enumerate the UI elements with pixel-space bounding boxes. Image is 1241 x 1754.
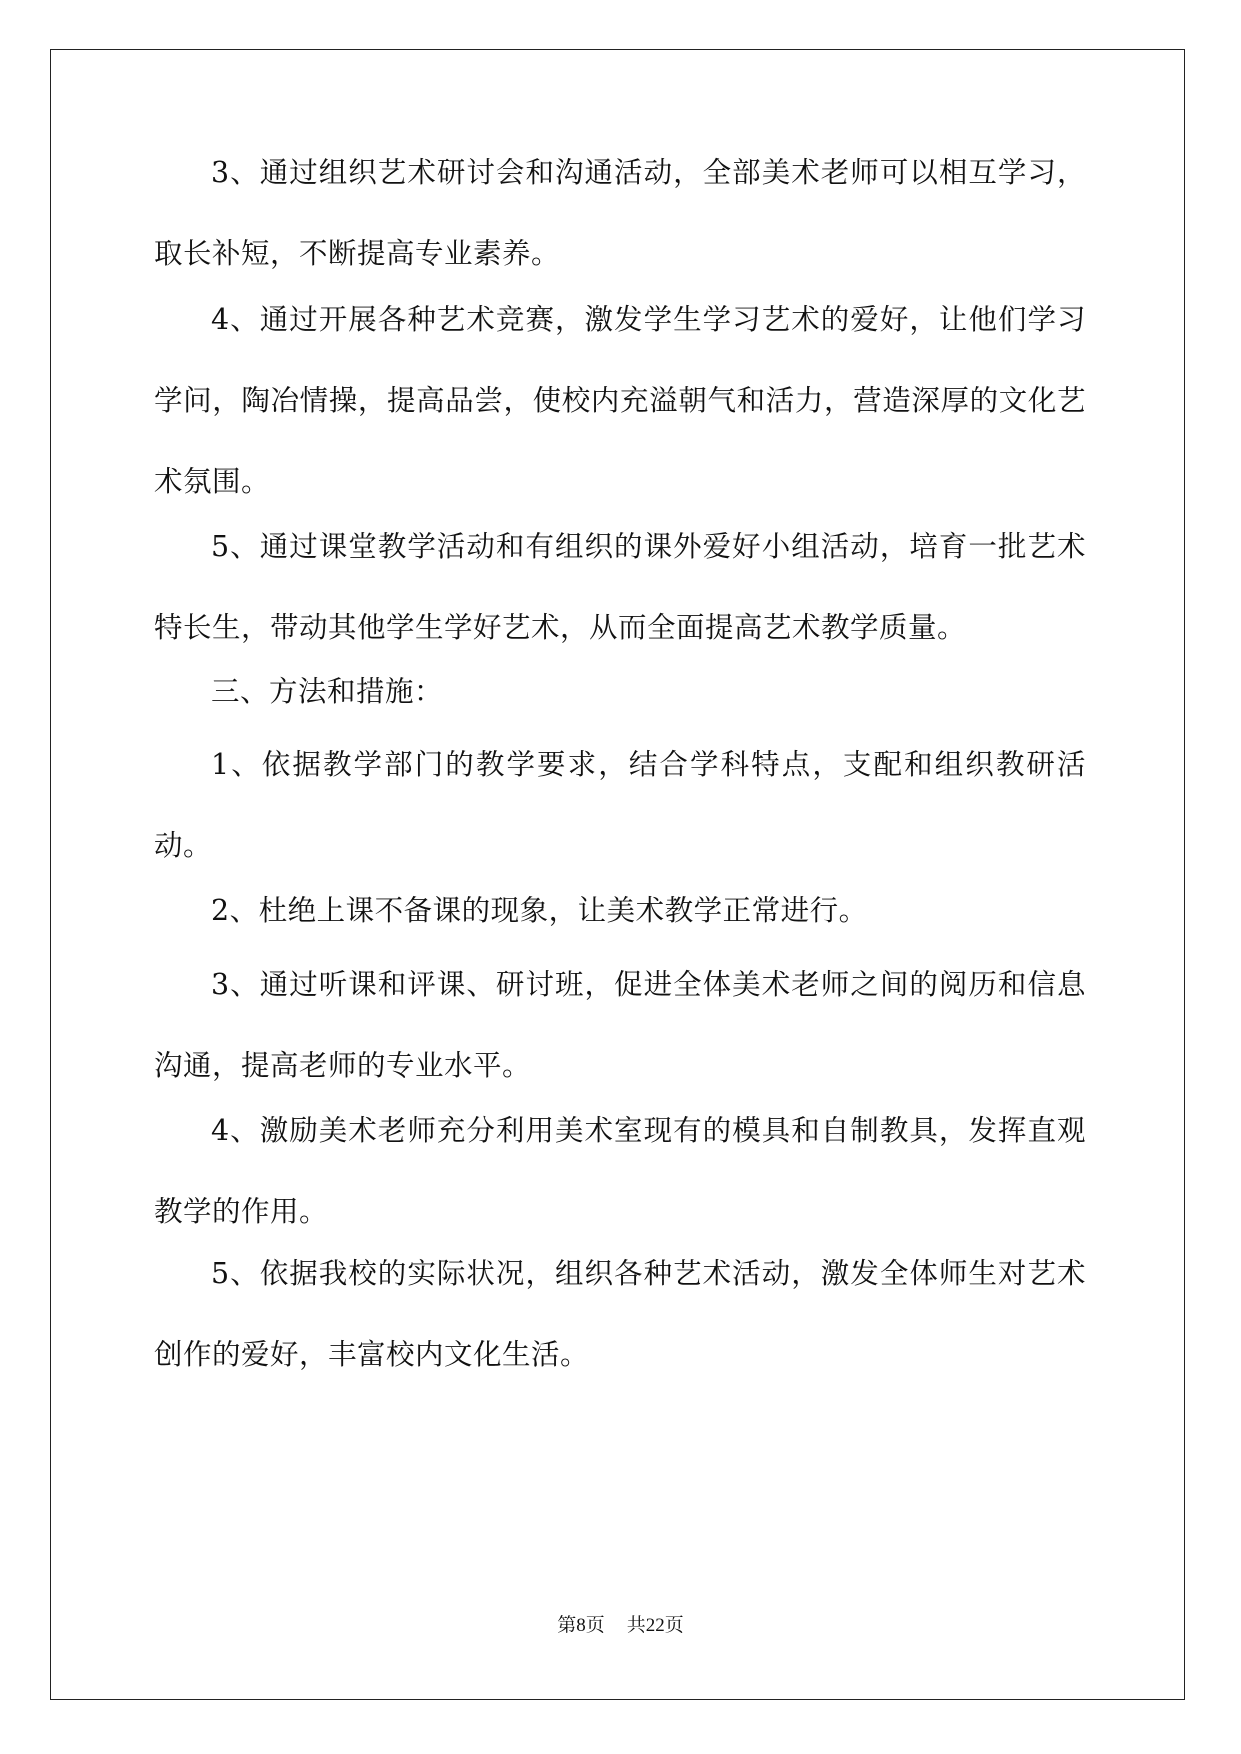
paragraph-goal-3: 3、通过组织艺术研讨会和沟通活动，全部美术老师可以相互学习，取长补短，不断提高专业素养。: [154, 156, 1086, 270]
section-heading-methods: 三、方法和措施：: [211, 675, 444, 708]
paragraph-method-4: 4、激励美术老师充分利用美术室现有的模具和自制教具，发挥直观教学的作用。: [154, 1114, 1086, 1228]
paragraph-goal-5: 5、通过课堂教学活动和有组织的课外爱好小组活动，培育一批艺术特长生，带动其他学生学好艺术，从而全面提高艺术教学质量。: [154, 530, 1086, 644]
paragraph-method-3: 3、通过听课和评课、研讨班，促进全体美术老师之间的阅历和信息沟通，提高老师的专业水平。: [154, 968, 1086, 1082]
page-total: 共22页: [626, 1615, 684, 1636]
paragraph-method-1: 1、依据教学部门的教学要求，结合学科特点，支配和组织教研活动。: [154, 748, 1086, 862]
page-number: 第8页: [557, 1615, 605, 1636]
paragraph-method-5: 5、依据我校的实际状况，组织各种艺术活动，激发全体师生对艺术创作的爱好，丰富校内文化生活。: [154, 1257, 1086, 1371]
paragraph-goal-4: 4、通过开展各种艺术竞赛，激发学生学习艺术的爱好，让他们学习学问，陶冶情操，提高品尝，使校内充溢朝气和活力，营造深厚的文化艺术氛围。: [154, 303, 1086, 498]
page-footer: [0, 1610, 1241, 1637]
paragraph-method-2: 2、杜绝上课不备课的现象，让美术教学正常进行。: [211, 894, 868, 927]
